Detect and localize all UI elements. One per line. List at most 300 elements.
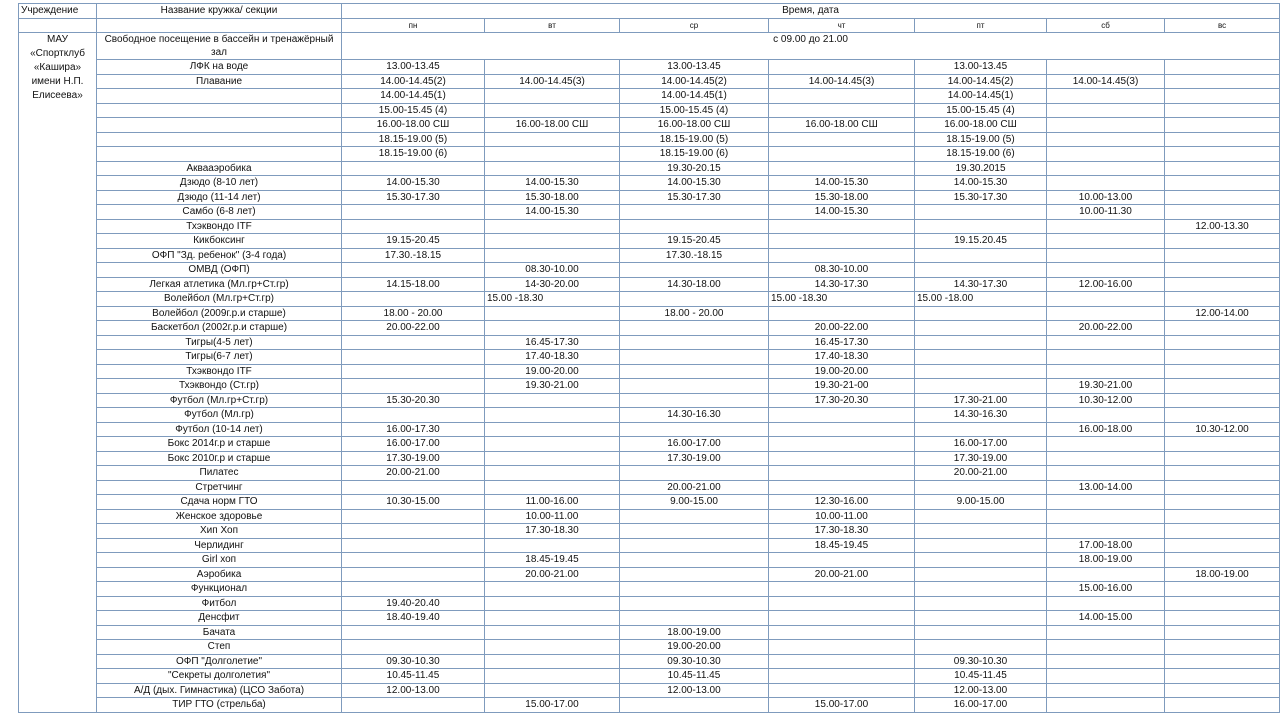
section-name-cell: Тхэквондо ITF	[97, 364, 342, 379]
time-slot-cell: 19.30-20.15	[620, 161, 769, 176]
time-slot-cell: 17.30-21.00	[915, 393, 1047, 408]
section-name-cell: Тигры(6-7 лет)	[97, 350, 342, 365]
time-slot-cell: 17.30-19.00	[620, 451, 769, 466]
time-slot-cell	[1165, 234, 1280, 249]
time-slot-cell	[1165, 408, 1280, 423]
time-slot-cell	[915, 611, 1047, 626]
time-slot-cell	[1047, 89, 1165, 104]
time-slot-cell: 14.00-14.45(2)	[915, 74, 1047, 89]
time-slot-cell: 18.00-19.00	[1165, 567, 1280, 582]
time-slot-cell	[915, 582, 1047, 597]
time-slot-cell: 17.00-18.00	[1047, 538, 1165, 553]
time-slot-cell: 16.00-18.00 СШ	[485, 118, 620, 133]
time-slot-cell: 14.00-14.45(1)	[915, 89, 1047, 104]
time-slot-cell: 17.30-19.00	[915, 451, 1047, 466]
time-slot-cell	[1047, 60, 1165, 75]
time-slot-cell	[620, 321, 769, 336]
time-slot-cell	[1165, 625, 1280, 640]
time-slot-cell: 16.00-17.00	[620, 437, 769, 452]
time-slot-cell: 20.00-22.00	[1047, 321, 1165, 336]
section-name-cell: ОМВД (ОФП)	[97, 263, 342, 278]
time-slot-cell	[342, 625, 485, 640]
time-slot-cell	[342, 524, 485, 539]
time-slot-cell: 14.00-15.30	[485, 176, 620, 191]
time-slot-cell	[915, 364, 1047, 379]
time-slot-cell: 14.00-15.30	[342, 176, 485, 191]
span-time-cell: с 09.00 до 21.00	[342, 33, 1280, 60]
time-slot-cell: 11.00-16.00	[485, 495, 620, 510]
table-row	[19, 350, 1280, 365]
section-name-cell: Дзюдо (11-14 лет)	[97, 190, 342, 205]
schedule-table	[18, 3, 1280, 713]
section-name-cell: ОФП "Долголетие"	[97, 654, 342, 669]
time-slot-cell	[342, 553, 485, 568]
time-slot-cell: 12.00-13.00	[915, 683, 1047, 698]
time-slot-cell	[915, 422, 1047, 437]
time-slot-cell	[1165, 335, 1280, 350]
time-slot-cell	[1165, 147, 1280, 162]
section-name-cell: Бокс 2010г.р и старше	[97, 451, 342, 466]
table-row	[19, 437, 1280, 452]
table-row	[19, 263, 1280, 278]
time-slot-cell	[1047, 147, 1165, 162]
time-slot-cell	[342, 263, 485, 278]
time-slot-cell	[1165, 60, 1280, 75]
time-slot-cell	[1047, 654, 1165, 669]
time-slot-cell	[620, 393, 769, 408]
header-section: Название кружка/ секции	[97, 4, 342, 19]
time-slot-cell: 19.15-20.45	[342, 234, 485, 249]
time-slot-cell	[342, 567, 485, 582]
time-slot-cell: 10.00-13.00	[1047, 190, 1165, 205]
time-slot-cell: 16.00-17.00	[915, 698, 1047, 713]
time-slot-cell	[342, 509, 485, 524]
time-slot-cell	[620, 263, 769, 278]
time-slot-cell	[485, 466, 620, 481]
table-row	[19, 161, 1280, 176]
time-slot-cell: 17.40-18.30	[485, 350, 620, 365]
time-slot-cell: 16.45-17.30	[769, 335, 915, 350]
time-slot-cell: 16.00-17.30	[342, 422, 485, 437]
time-slot-cell: 16.00-18.00 СШ	[915, 118, 1047, 133]
time-slot-cell	[915, 625, 1047, 640]
time-slot-cell: 12.00-14.00	[1165, 306, 1280, 321]
time-slot-cell	[620, 219, 769, 234]
time-slot-cell	[620, 364, 769, 379]
header-time: Время, дата	[342, 4, 1280, 19]
time-slot-cell: 12.00-16.00	[1047, 277, 1165, 292]
table-row	[19, 277, 1280, 292]
time-slot-cell	[1165, 263, 1280, 278]
institution-cell: МАУ «Спортклуб «Кашира» имени Н.П. Елисеева»	[19, 33, 97, 713]
time-slot-cell	[915, 219, 1047, 234]
time-slot-cell: 19.00-20.00	[620, 640, 769, 655]
table-row	[19, 190, 1280, 205]
table-row	[19, 611, 1280, 626]
time-slot-cell: 10.30-15.00	[342, 495, 485, 510]
time-slot-cell: 16.45-17.30	[485, 335, 620, 350]
time-slot-cell	[1165, 480, 1280, 495]
time-slot-cell	[1165, 451, 1280, 466]
time-slot-cell: 10.30-12.00	[1047, 393, 1165, 408]
time-slot-cell: 15.00-15.45 (4)	[620, 103, 769, 118]
time-slot-cell: 13.00-14.00	[1047, 480, 1165, 495]
time-slot-cell: 14.30-16.30	[915, 408, 1047, 423]
time-slot-cell	[1047, 306, 1165, 321]
table-row	[19, 306, 1280, 321]
table-row	[19, 509, 1280, 524]
time-slot-cell	[1047, 219, 1165, 234]
section-name-cell: Плавание	[97, 74, 342, 89]
time-slot-cell: 18.00 - 20.00	[620, 306, 769, 321]
time-slot-cell: 10.45-11.45	[342, 669, 485, 684]
time-slot-cell: 20.00-22.00	[769, 321, 915, 336]
time-slot-cell: 18.15-19.00 (6)	[915, 147, 1047, 162]
time-slot-cell: 17.30-18.30	[769, 524, 915, 539]
blank-cell	[97, 18, 342, 33]
time-slot-cell	[1047, 466, 1165, 481]
time-slot-cell	[342, 161, 485, 176]
time-slot-cell: 14.00-15.30	[485, 205, 620, 220]
time-slot-cell	[769, 306, 915, 321]
section-name-cell: Степ	[97, 640, 342, 655]
time-slot-cell	[1165, 364, 1280, 379]
time-slot-cell: 15.00-17.00	[769, 698, 915, 713]
table-row	[19, 422, 1280, 437]
time-slot-cell: 14.00-14.45(2)	[342, 74, 485, 89]
section-name-cell: Дзюдо (8-10 лет)	[97, 176, 342, 191]
time-slot-cell: 20.00-21.00	[485, 567, 620, 582]
time-slot-cell	[1165, 553, 1280, 568]
time-slot-cell	[485, 654, 620, 669]
time-slot-cell	[769, 437, 915, 452]
time-slot-cell	[1165, 683, 1280, 698]
time-slot-cell	[1165, 118, 1280, 133]
day-header-cell: вт	[485, 18, 620, 33]
time-slot-cell	[485, 321, 620, 336]
time-slot-cell: 18.00 - 20.00	[342, 306, 485, 321]
time-slot-cell	[342, 379, 485, 394]
section-name-cell: Бокс 2014г.р и старше	[97, 437, 342, 452]
section-name-cell: Футбол (Мл.гр+Ст.гр)	[97, 393, 342, 408]
time-slot-cell	[769, 248, 915, 263]
table-row	[19, 625, 1280, 640]
time-slot-cell: 13.00-13.45	[620, 60, 769, 75]
time-slot-cell: 09.30-10.30	[915, 654, 1047, 669]
section-name-cell: Аэробика	[97, 567, 342, 582]
time-slot-cell: 15.00-15.45 (4)	[915, 103, 1047, 118]
time-slot-cell	[342, 205, 485, 220]
time-slot-cell	[1047, 640, 1165, 655]
section-name-cell: Женское здоровье	[97, 509, 342, 524]
time-slot-cell	[769, 640, 915, 655]
time-slot-cell	[485, 408, 620, 423]
time-slot-cell: 19.15.20.45	[915, 234, 1047, 249]
section-name-cell: Кикбоксинг	[97, 234, 342, 249]
time-slot-cell	[1047, 161, 1165, 176]
time-slot-cell	[485, 422, 620, 437]
time-slot-cell	[1165, 379, 1280, 394]
time-slot-cell: 15.00-16.00	[1047, 582, 1165, 597]
time-slot-cell	[620, 698, 769, 713]
time-slot-cell	[769, 553, 915, 568]
time-slot-cell	[620, 422, 769, 437]
time-slot-cell: 12.00-13.00	[342, 683, 485, 698]
table-row	[19, 567, 1280, 582]
time-slot-cell: 19.40-20.40	[342, 596, 485, 611]
time-slot-cell	[1165, 292, 1280, 307]
section-name-cell: Хип Хоп	[97, 524, 342, 539]
section-name-cell	[97, 118, 342, 133]
time-slot-cell: 12.00-13.00	[620, 683, 769, 698]
header-row	[19, 4, 1280, 19]
time-slot-cell: 19.30-21-00	[769, 379, 915, 394]
section-name-cell: Тигры(4-5 лет)	[97, 335, 342, 350]
time-slot-cell: 15.00 -18.30	[769, 292, 915, 307]
time-slot-cell	[620, 567, 769, 582]
time-slot-cell: 16.00-18.00 СШ	[342, 118, 485, 133]
time-slot-cell: 10.45-11.45	[620, 669, 769, 684]
time-slot-cell	[342, 335, 485, 350]
time-slot-cell	[1165, 161, 1280, 176]
time-slot-cell: 12.00-13.30	[1165, 219, 1280, 234]
time-slot-cell	[342, 538, 485, 553]
section-name-cell: Волейбол (Мл.гр+Ст.гр)	[97, 292, 342, 307]
table-row	[19, 292, 1280, 307]
time-slot-cell	[1165, 437, 1280, 452]
time-slot-cell	[769, 669, 915, 684]
time-slot-cell	[915, 350, 1047, 365]
time-slot-cell	[485, 451, 620, 466]
section-name-cell	[97, 132, 342, 147]
time-slot-cell: 18.00-19.00	[620, 625, 769, 640]
time-slot-cell	[915, 596, 1047, 611]
table-row	[19, 451, 1280, 466]
time-slot-cell	[620, 582, 769, 597]
time-slot-cell	[1165, 669, 1280, 684]
table-row	[19, 118, 1280, 133]
time-slot-cell	[769, 683, 915, 698]
section-name-cell: Сдача норм ГТО	[97, 495, 342, 510]
section-name-cell: А/Д (дых. Гимнастика) (ЦСО Забота)	[97, 683, 342, 698]
time-slot-cell	[485, 161, 620, 176]
time-slot-cell: 19.00-20.00	[769, 364, 915, 379]
time-slot-cell	[915, 335, 1047, 350]
time-slot-cell	[1047, 234, 1165, 249]
time-slot-cell	[485, 611, 620, 626]
time-slot-cell	[342, 364, 485, 379]
time-slot-cell	[1047, 248, 1165, 263]
table-row	[19, 669, 1280, 684]
time-slot-cell	[1047, 118, 1165, 133]
time-slot-cell	[620, 553, 769, 568]
time-slot-cell	[485, 147, 620, 162]
table-row	[19, 89, 1280, 104]
section-name-cell	[97, 103, 342, 118]
section-name-cell: ОФП "Зд. ребенок" (3-4 года)	[97, 248, 342, 263]
time-slot-cell	[1047, 698, 1165, 713]
time-slot-cell: 9.00-15.00	[915, 495, 1047, 510]
time-slot-cell	[342, 350, 485, 365]
time-slot-cell	[915, 538, 1047, 553]
time-slot-cell: 18.40-19.40	[342, 611, 485, 626]
time-slot-cell: 9.00-15.00	[620, 495, 769, 510]
time-slot-cell: 14.00-15.30	[769, 205, 915, 220]
day-header-cell: сб	[1047, 18, 1165, 33]
time-slot-cell	[1165, 611, 1280, 626]
time-slot-cell	[485, 538, 620, 553]
time-slot-cell: 18.15-19.00 (5)	[620, 132, 769, 147]
table-row	[19, 103, 1280, 118]
time-slot-cell	[620, 466, 769, 481]
time-slot-cell	[915, 480, 1047, 495]
time-slot-cell	[620, 538, 769, 553]
time-slot-cell	[620, 335, 769, 350]
table-row	[19, 524, 1280, 539]
time-slot-cell	[485, 669, 620, 684]
time-slot-cell	[769, 582, 915, 597]
table-row	[19, 176, 1280, 191]
time-slot-cell: 19.15-20.45	[620, 234, 769, 249]
table-row	[19, 33, 1280, 60]
time-slot-cell: 17.30-18.30	[485, 524, 620, 539]
time-slot-cell	[769, 654, 915, 669]
time-slot-cell	[485, 103, 620, 118]
table-row	[19, 466, 1280, 481]
time-slot-cell: 14.00-14.45(3)	[769, 74, 915, 89]
table-row	[19, 495, 1280, 510]
time-slot-cell: 18.15-19.00 (5)	[915, 132, 1047, 147]
table-row	[19, 393, 1280, 408]
day-header-cell: пт	[915, 18, 1047, 33]
table-row	[19, 219, 1280, 234]
time-slot-cell: 20.00-21.00	[342, 466, 485, 481]
section-name-cell	[97, 147, 342, 162]
time-slot-cell	[1047, 132, 1165, 147]
time-slot-cell	[1165, 277, 1280, 292]
time-slot-cell: 19.30-21.00	[485, 379, 620, 394]
time-slot-cell	[620, 596, 769, 611]
time-slot-cell: 16.00-17.00	[915, 437, 1047, 452]
time-slot-cell	[1047, 451, 1165, 466]
time-slot-cell	[485, 60, 620, 75]
time-slot-cell: 20.00-22.00	[342, 321, 485, 336]
section-name-cell: Самбо (6-8 лет)	[97, 205, 342, 220]
time-slot-cell	[342, 640, 485, 655]
time-slot-cell	[1165, 89, 1280, 104]
time-slot-cell	[915, 640, 1047, 655]
time-slot-cell: 14.30-17.30	[915, 277, 1047, 292]
day-header-cell: ср	[620, 18, 769, 33]
time-slot-cell	[1047, 596, 1165, 611]
blank-cell	[19, 18, 97, 33]
section-name-cell: Фитбол	[97, 596, 342, 611]
time-slot-cell: 16.00-18.00 СШ	[769, 118, 915, 133]
time-slot-cell: 10.30-12.00	[1165, 422, 1280, 437]
time-slot-cell	[342, 582, 485, 597]
time-slot-cell: 14.00-14.45(1)	[620, 89, 769, 104]
time-slot-cell	[769, 89, 915, 104]
time-slot-cell	[1165, 74, 1280, 89]
table-row	[19, 205, 1280, 220]
time-slot-cell: 16.00-18.00	[1047, 422, 1165, 437]
time-slot-cell: 15.30-20.30	[342, 393, 485, 408]
time-slot-cell	[915, 509, 1047, 524]
time-slot-cell	[342, 698, 485, 713]
time-slot-cell: 18.15-19.00 (6)	[342, 147, 485, 162]
time-slot-cell	[1165, 176, 1280, 191]
time-slot-cell	[485, 248, 620, 263]
time-slot-cell	[915, 263, 1047, 278]
time-slot-cell	[342, 408, 485, 423]
time-slot-cell	[1165, 596, 1280, 611]
time-slot-cell	[620, 350, 769, 365]
section-name-cell: Стретчинг	[97, 480, 342, 495]
time-slot-cell	[915, 321, 1047, 336]
time-slot-cell: 10.00-11.00	[769, 509, 915, 524]
table-row	[19, 683, 1280, 698]
time-slot-cell: 13.00-13.45	[915, 60, 1047, 75]
section-name-cell: Волейбол (2009г.р.и старше)	[97, 306, 342, 321]
time-slot-cell	[1165, 350, 1280, 365]
table-row	[19, 698, 1280, 713]
time-slot-cell: 14.00-15.00	[1047, 611, 1165, 626]
table-row	[19, 147, 1280, 162]
time-slot-cell: 10.00-11.00	[485, 509, 620, 524]
section-name-cell: Черлидинг	[97, 538, 342, 553]
time-slot-cell	[769, 466, 915, 481]
time-slot-cell	[915, 379, 1047, 394]
time-slot-cell	[1047, 103, 1165, 118]
table-row	[19, 480, 1280, 495]
time-slot-cell	[769, 234, 915, 249]
time-slot-cell: 17.30.-18.15	[342, 248, 485, 263]
section-name-cell: Бачата	[97, 625, 342, 640]
time-slot-cell: 14.00-14.45(3)	[1047, 74, 1165, 89]
table-row	[19, 364, 1280, 379]
time-slot-cell	[620, 205, 769, 220]
time-slot-cell: 10.45-11.45	[915, 669, 1047, 684]
time-slot-cell	[1165, 190, 1280, 205]
time-slot-cell: 14.00-15.30	[915, 176, 1047, 191]
time-slot-cell	[1165, 205, 1280, 220]
time-slot-cell	[915, 248, 1047, 263]
header-institution: Учреждение	[19, 4, 97, 19]
time-slot-cell: 19.30-21.00	[1047, 379, 1165, 394]
table-row	[19, 321, 1280, 336]
time-slot-cell	[1165, 248, 1280, 263]
time-slot-cell	[1165, 654, 1280, 669]
section-name-cell: Футбол (10-14 лет)	[97, 422, 342, 437]
time-slot-cell: 19.00-20.00	[485, 364, 620, 379]
time-slot-cell	[1047, 437, 1165, 452]
time-slot-cell	[485, 437, 620, 452]
time-slot-cell: 14-30-20.00	[485, 277, 620, 292]
time-slot-cell	[1165, 321, 1280, 336]
day-header-cell: вс	[1165, 18, 1280, 33]
table-row	[19, 553, 1280, 568]
time-slot-cell	[620, 379, 769, 394]
table-row	[19, 60, 1280, 75]
time-slot-cell	[1047, 567, 1165, 582]
time-slot-cell	[485, 480, 620, 495]
time-slot-cell	[485, 306, 620, 321]
section-name-cell: Girl хоп	[97, 553, 342, 568]
day-header-row	[19, 18, 1280, 33]
time-slot-cell: 17.30-20.30	[769, 393, 915, 408]
time-slot-cell	[769, 161, 915, 176]
time-slot-cell: 20.00-21.00	[915, 466, 1047, 481]
